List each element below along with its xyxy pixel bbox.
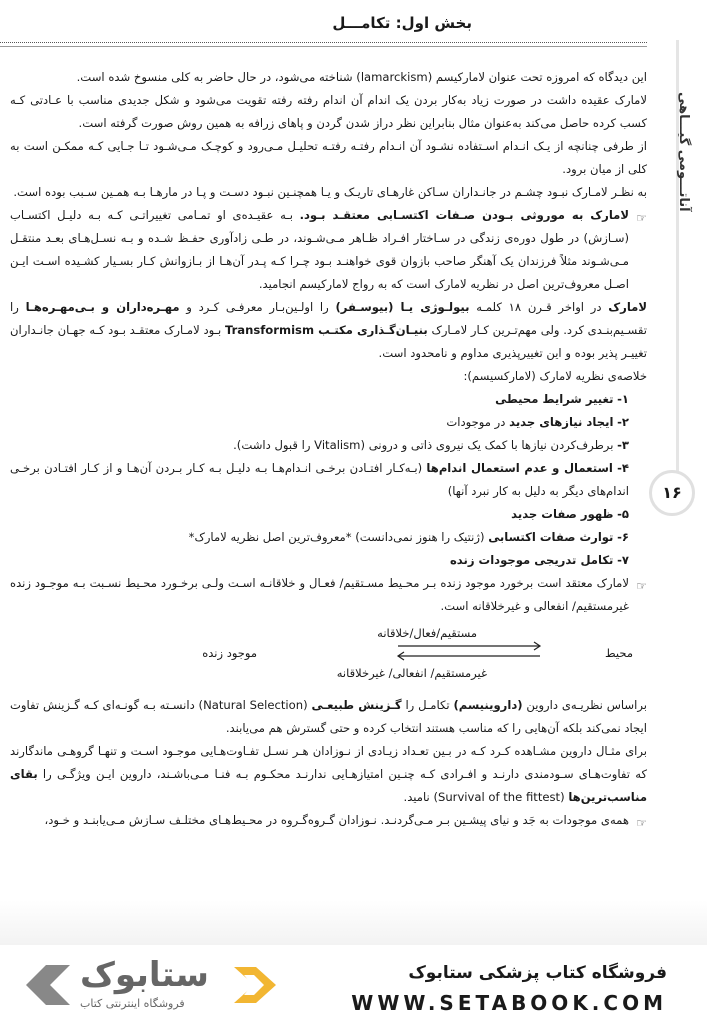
paragraph: برای مثـال داروین مشـاهده کـرد کـه در بـین تعـداد زیـادی از نـوزادان هـر نسـل تفـاوت‌هـایی موجـود اسـت و تنهـا گروهـی ماندگارند که تفاوت‌هـای سـودمندی دارنـد و افـرادی کـه چنـین امتیازهـایی ندارنـد محکـوم بـه فنـا مـی‌باشـند، داروین ایـن ویژگـی را بقای مناسب‌ترین‌ها (Survival of the fittest) نامید. <box>10 744 647 804</box>
text-run: را اولـین‌بـار معرفـی کـرد و <box>179 300 336 314</box>
text-run: در اواخر قـرن ۱۸ کلمـه <box>469 300 609 314</box>
summary-title: خلاصه‌ی نظریه لامارک (لامارکسیسم): <box>463 369 647 383</box>
diagram-environment-label: محیط <box>605 646 633 660</box>
header-divider-line <box>0 46 647 47</box>
chevron-logo-icon <box>230 959 280 1011</box>
section-title: بخش اول: تکامـــل <box>332 14 472 32</box>
text-run: را تقسـیم‌بنـدی کرد. ولی مهم‌تـرین کـار لامـارک <box>10 300 647 337</box>
store-url[interactable]: WWW.SETABOOK.COM <box>351 991 667 1015</box>
list-item: ۵- ظهور صفات جدید <box>511 507 629 521</box>
paragraph: این دیدگاه که امروزه تحت عنوان لامارکیسم (lamarckism) شناخته می‌شود، در حال حاضر به کلی منسوخ شده است. <box>76 70 647 84</box>
bold-text: لامارک <box>608 300 647 314</box>
text-run: بـود لامـارک معتقـد بـود کـه جهـان جانـداران تغییـر پذیر بوده و این تغییرپذیری مداوم و نامحدود است. <box>10 323 647 360</box>
bold-text: لامارک به موروثی بـودن صـفات اکتسـابی معتقـد بـود. <box>299 208 629 222</box>
store-logo <box>20 955 280 1015</box>
pointer-hand-icon: ☞ <box>636 579 647 593</box>
diagram-top-label: مستقیم/فعال/خلاقانه <box>377 626 477 640</box>
list-item: ۲- ایجاد نیازهای جدید در موجودات <box>446 415 629 429</box>
paragraph: از طرفی چنانچه از یـک انـدام اسـتفاده نشـود آن انـدام رفتـه رفتـه تحلیـل مـی‌رود و کوچـک مـی‌شـود تـا جـایی کـه ممکـن است به کلی از میان برود. <box>10 139 647 176</box>
store-name: فروشگاه کتاب پزشکی ستابوک <box>408 963 667 983</box>
bullet-paragraph <box>10 204 647 296</box>
footer-banner <box>0 945 707 1024</box>
page-number: ۱۶ <box>649 470 695 516</box>
bold-text: بیولـوژی یـا (بیوسـفر) <box>335 300 470 314</box>
paragraph: لامارک عقیده داشت در صورت زیاد به‌کار بردن یک اندام آن اندام رفته رفته تقویت می‌شود و شکل جدیدی مناسب با عـادتی کـه کسب کرده حاصل می‌کند به‌عنوان مثال بنابراین نظر دراز شدن گردن و پاهای زرافه به همین روش صورت گرفته است. <box>10 93 647 130</box>
diagram-organism-label: موجود زنده <box>202 646 257 660</box>
list-item: ۳- برطرف‌کردن نیازها با کمک یک نیروی ذاتی و درونی (Vitalism را قبول داشت). <box>233 438 629 452</box>
paragraph: براساس نظریـه‌ی داروین (داروینیسم) تکامـل را گـزینش طبیعـی (Natural Selection) دانسـته بـه گونـه‌ای کـه گـزینش تفاوت ایجاد نمی‌کند بلکه آن‌هایی را که مناسب هستند انتخاب کرده و حتی گسترش هم می‌یابند. <box>10 698 647 735</box>
sidebar-book-title: آناتـــومی گیـــاهی <box>676 92 691 212</box>
list-item: ۴- استعمال و عدم استعمال اندام‌ها (بـه‌کـار افتـادن برخـی انـدام‌هـا بـه دلیـل بـه کـار بـردن آن‌هـا و از کـار افتـادن برخـی اندام‌های دیگر به دلیل به کار نبرد آنها) <box>10 461 629 498</box>
logo-wordmark: ستابوک <box>80 955 209 995</box>
bold-text: بنیـان‌گـذاری مکتـب Transformism <box>224 323 428 337</box>
list-item: ۱- تغییر شرایط محیطی <box>495 392 629 406</box>
paragraph: به نظـر لامـارک نبـود چشـم در جانـداران سـاکن غارهـای تاریـک و یـا همچنـین نبـود دسـت و پـا در مارهـا بـه همـین سـبب بوده است. <box>13 185 647 199</box>
sidebar <box>659 40 707 510</box>
bullet-paragraph <box>10 809 647 832</box>
pointer-hand-icon: ☞ <box>636 211 647 225</box>
main-text <box>10 66 647 832</box>
text-run: بـه عقیـده‌ی او تمـامی تغییراتـی کـه بـه دلیـل اکتسـاب (سـازش) در طول دوره‌ی زندگی در سـاختار افـراد ظـاهر مـی‌شـوند، در طـی زادآوری حفـظ شـده و بـه نسـل‌هـای بعـد منتقـل مـی‌شـوند مثلاً فرزندان یک آهنگر صاحب بازوان قوی خواهنـد بـود چـرا کـه پـدر آن‌هـا از بـازوانش کـار بسـیار کشـیده اسـت ایـن اصـل معروف‌ترین اصل در نظریه لامارک است که به رواج لامارکیسم انجامید. <box>10 208 629 291</box>
bold-text: مهـره‌داران و بـی‌مهـره‌هـا <box>25 300 180 314</box>
text-run: همه‌ی موجودات به جَد و نیای پیشـین بـر مـی‌گردنـد. نـوزادان گـروه‌گـروه در محـیط‌هـای مختلـف سـازش مـی‌یابنـد و خـود، <box>44 813 629 827</box>
header-divider <box>0 42 647 43</box>
interaction-diagram <box>10 622 647 690</box>
logo-tagline: فروشگاه اینترنتی کتاب <box>80 997 185 1010</box>
text-run: لامارک معتقد است برخورد موجود زنده بـر محـیط مسـتقیم/ فعـال و خلاقانـه اسـت ولـی برخـورد محـیط نسـبت بـه موجـود زنده غیرمستقیم/ انفعالی و غیرخلاقانه است. <box>10 576 629 613</box>
pointer-hand-icon: ☞ <box>636 816 647 830</box>
bullet-paragraph <box>10 572 647 618</box>
logo-mark-icon <box>20 959 76 1011</box>
list-item: ۶- توارث صفات اکتسابی (ژنتیک را هنوز نمی‌دانست) *معروف‌ترین اصل نظریه لامارک* <box>188 530 629 544</box>
diagram-bottom-label: غیرمستقیم/ انفعالی/ غیرخلاقانه <box>336 666 487 680</box>
paragraph <box>10 296 647 365</box>
footer-fade <box>0 900 707 950</box>
double-arrow-icon <box>394 640 544 664</box>
list-item: ۷- تکامل تدریجی موجودات زنده <box>449 553 629 567</box>
